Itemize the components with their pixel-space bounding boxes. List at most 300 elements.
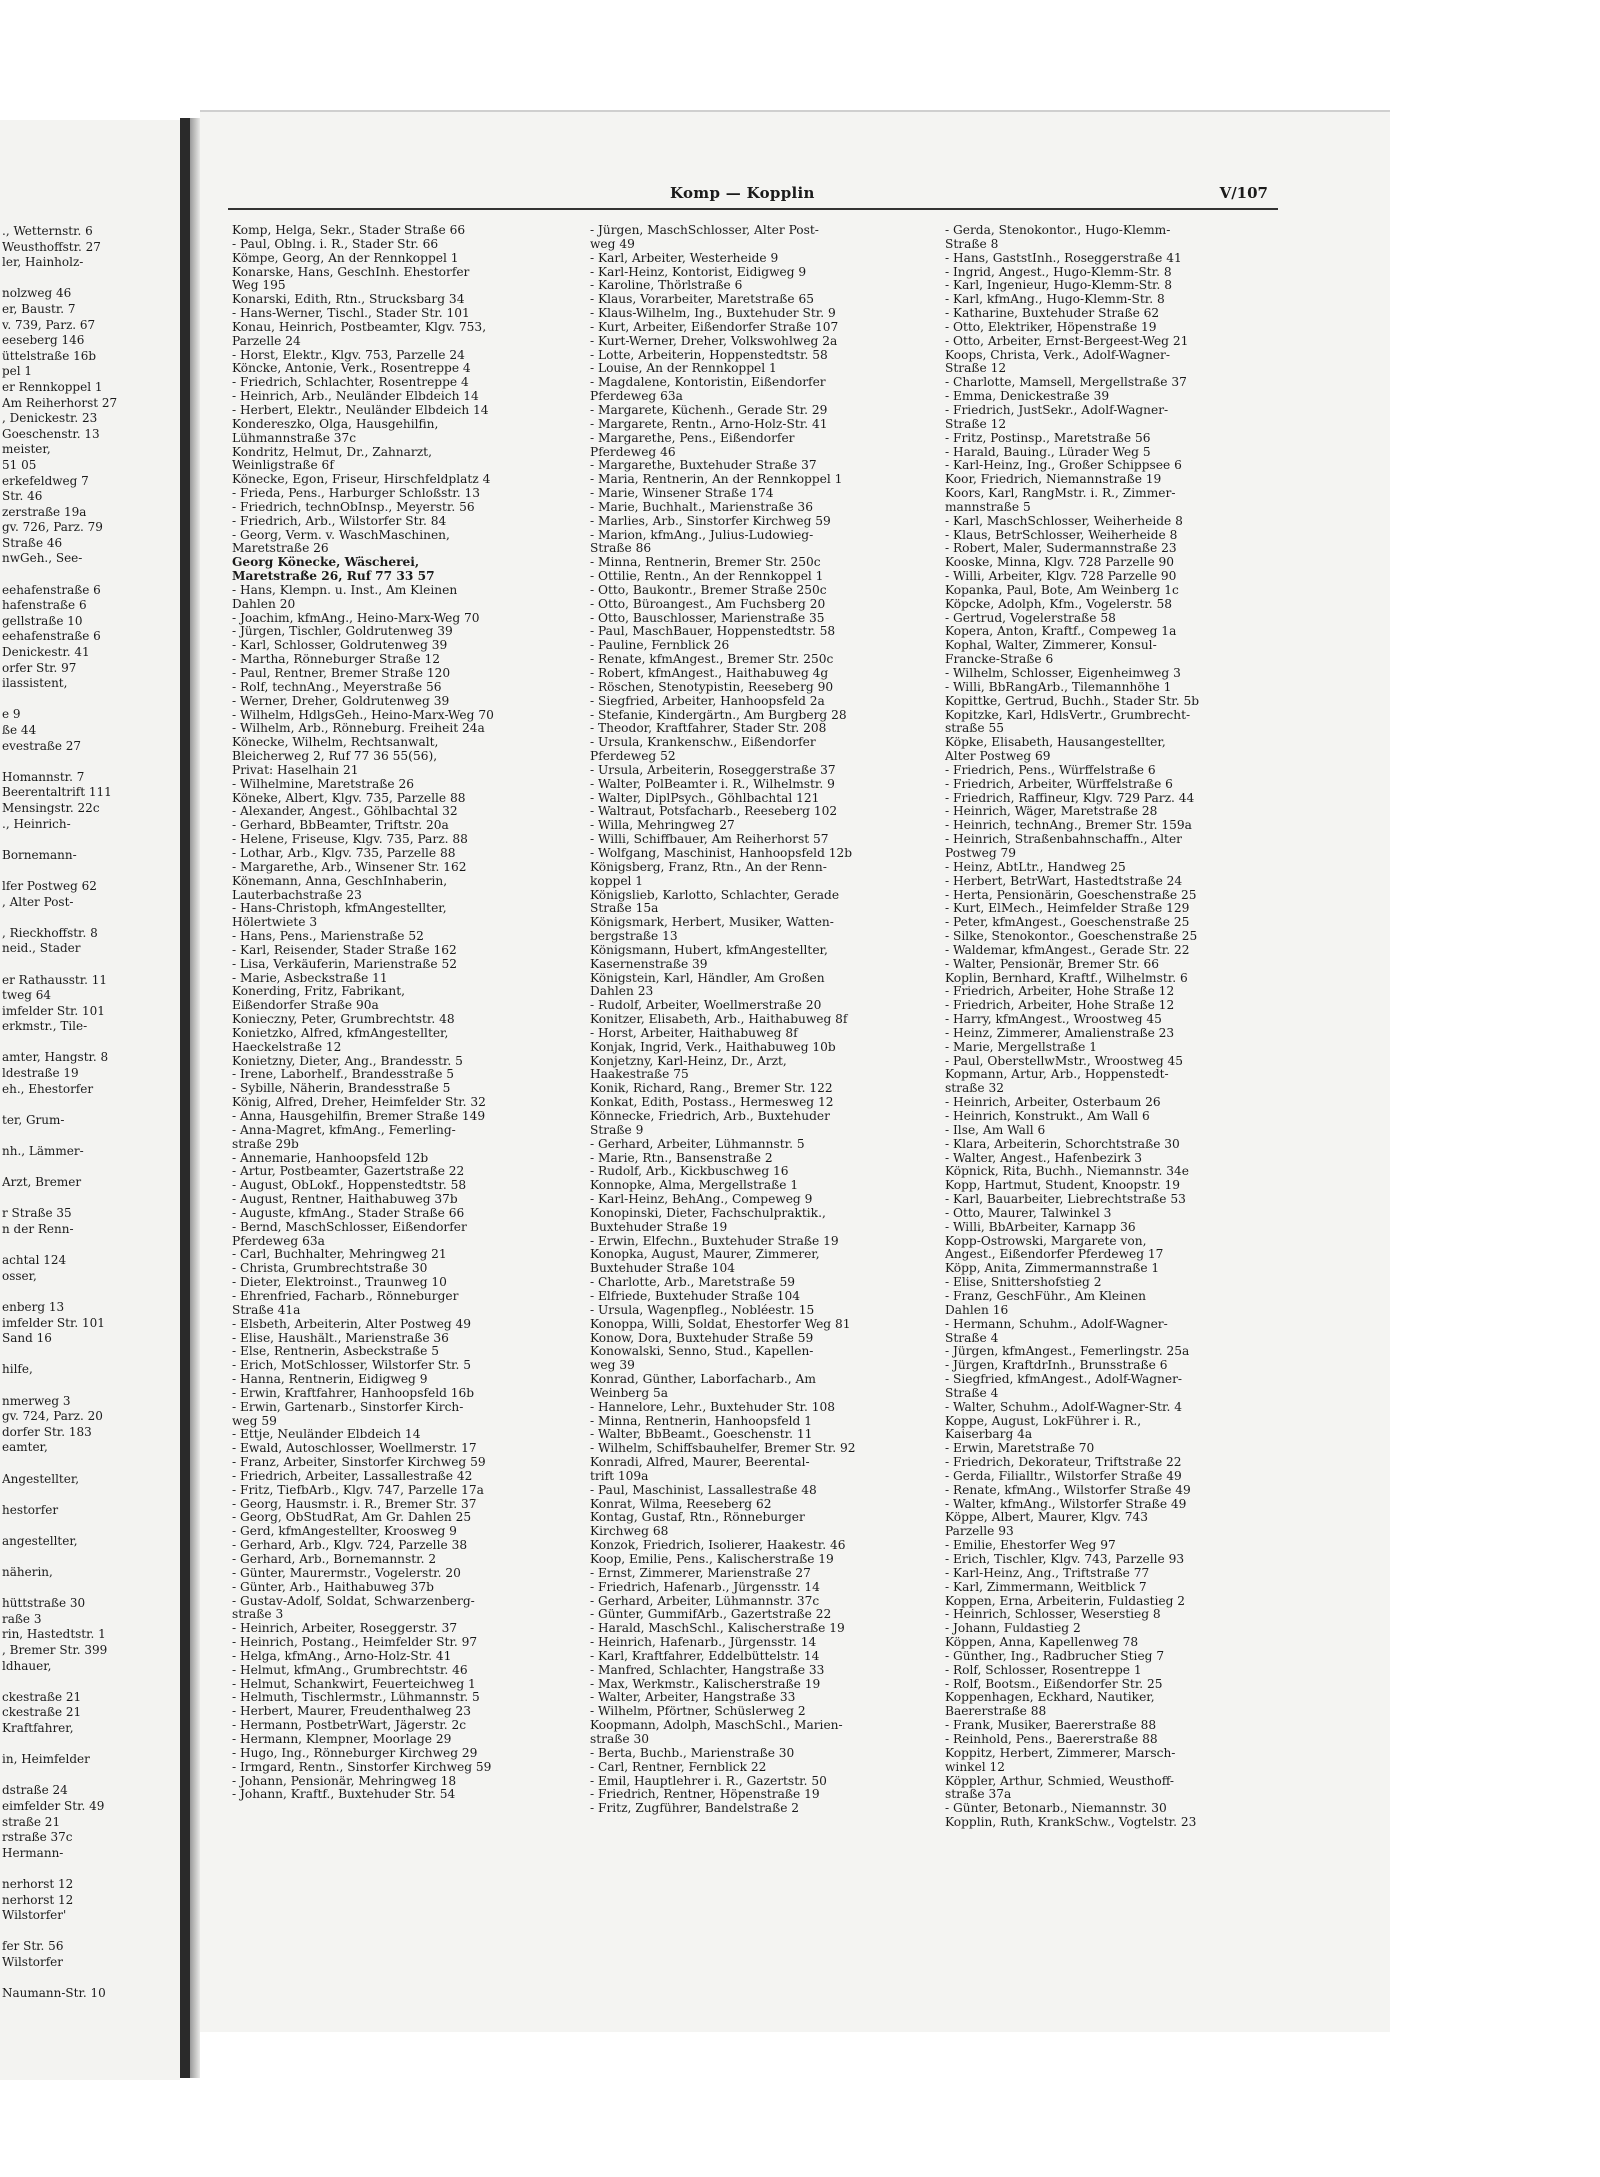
directory-entry: Konrad, Günther, Laborfacharb., Am — [590, 1373, 816, 1387]
directory-entry: - Herbert, Elektr., Neuländer Elbdeich 14 — [232, 403, 489, 417]
directory-entry: - Wilhelmine, Maretstraße 26 — [232, 777, 414, 791]
directory-entry: - Reinhold, Pens., Baererstraße 88 — [945, 1732, 1158, 1746]
left-page-line — [2, 1768, 180, 1784]
directory-entry: - Georg, Hausmstr. i. R., Bremer Str. 37 — [232, 1497, 477, 1511]
directory-entry: - Anna-Magret, kfmAng., Femerling- — [232, 1123, 456, 1137]
directory-entry: - Herbert, Maurer, Freudenthalweg 23 — [232, 1705, 471, 1719]
directory-entry: - Elfriede, Buxtehuder Straße 104 — [590, 1289, 801, 1303]
directory-entry: - Alexander, Angest., Göhlbachtal 32 — [232, 805, 458, 819]
directory-entry: - Heinrich, technAng., Bremer Str. 159a — [945, 819, 1192, 833]
directory-entry: - Erwin, Kraftfahrer, Hanhoopsfeld 16b — [232, 1386, 475, 1400]
left-page-line: , Bremer Str. 399 — [2, 1643, 108, 1658]
left-page-line: Straße 46 — [2, 535, 63, 550]
directory-entry: - Gerhard, Arbeiter, Lühmannstr. 37c — [590, 1594, 820, 1608]
left-page-line: nerhorst 12 — [2, 1876, 74, 1891]
left-page-line: dstraße 24 — [2, 1783, 68, 1798]
directory-entry: - Georg, Verm. v. WaschMaschinen, — [232, 528, 450, 542]
directory-entry: - Walter, kfmAng., Wilstorfer Straße 49 — [945, 1497, 1187, 1511]
directory-entry: weg 49 — [590, 237, 635, 251]
left-page-line: eh., Ehestorfer — [2, 1081, 94, 1096]
directory-entry: Straße 12 — [945, 417, 1007, 431]
directory-entry: - Ursula, Arbeiterin, Roseggerstraße 37 — [590, 763, 836, 777]
directory-entry: Straße 15a — [590, 902, 659, 916]
left-page-line — [2, 1191, 180, 1207]
directory-entry: - Martha, Rönneburger Straße 12 — [232, 653, 441, 667]
directory-entry: bergstraße 13 — [590, 930, 678, 944]
directory-entry: Dahlen 20 — [232, 597, 296, 611]
directory-entry: Parzelle 24 — [232, 334, 301, 348]
directory-entry: - Friedrich, Dekorateur, Triftstraße 22 — [945, 1456, 1182, 1470]
directory-entry: straße 55 — [945, 722, 1004, 736]
left-page-line: er Rathausstr. 11 — [2, 972, 108, 987]
directory-entry: - Kurt, Arbeiter, Eißendorfer Straße 107 — [590, 320, 839, 334]
left-page-line: hafenstraße 6 — [2, 598, 87, 613]
left-page-line: Weusthoffstr. 27 — [2, 239, 101, 254]
directory-entry: Straße 4 — [945, 1386, 999, 1400]
directory-entry: - Charlotte, Mamsell, Mergellstraße 37 — [945, 376, 1187, 390]
left-page-line — [2, 832, 180, 848]
directory-entry: - Fritz, Postinsp., Maretstraße 56 — [945, 431, 1151, 445]
directory-entry: straße 29b — [232, 1137, 299, 1151]
directory-entry: mannstraße 5 — [945, 500, 1031, 514]
directory-entry: Maretstraße 26, Ruf 77 33 57 — [232, 570, 435, 584]
directory-entry: - Walter, Schuhm., Adolf-Wagner-Str. 4 — [945, 1400, 1183, 1414]
directory-entry: - Friedrich, Arbeiter, Lassallestraße 42 — [232, 1469, 473, 1483]
directory-entry: Kasernenstraße 39 — [590, 957, 708, 971]
directory-entry: Pferdeweg 46 — [590, 445, 676, 459]
directory-entry: straße 37a — [945, 1788, 1012, 1802]
left-page-line: eehafenstraße 6 — [2, 582, 101, 597]
directory-entry: - Minna, Rentnerin, Hanhoopsfeld 1 — [590, 1414, 812, 1428]
directory-entry: - Hans, Pens., Marienstraße 52 — [232, 930, 424, 944]
directory-entry: - Horst, Elektr., Klgv. 753, Parzelle 24 — [232, 348, 465, 362]
directory-entry: Konnopke, Alma, Mergellstraße 1 — [590, 1179, 799, 1193]
directory-entry: - Friedrich, Arbeiter, Würffelstraße 6 — [945, 777, 1173, 791]
directory-entry: Dahlen 16 — [945, 1303, 1009, 1317]
directory-entry: Straße 9 — [590, 1123, 644, 1137]
directory-entry: weg 59 — [232, 1414, 277, 1428]
directory-entry: Koops, Christa, Verk., Adolf-Wagner- — [945, 348, 1170, 362]
directory-entry: - Margarethe, Buxtehuder Straße 37 — [590, 459, 817, 473]
directory-entry: - Röschen, Stenotypistin, Reeseberg 90 — [590, 680, 834, 694]
directory-entry: Kooske, Minna, Klgv. 728 Parzelle 90 — [945, 556, 1175, 570]
left-page-line — [2, 1284, 180, 1300]
left-page-line: eamter, — [2, 1440, 48, 1455]
left-page-line: nh., Lämmer- — [2, 1144, 84, 1159]
directory-entry: Pferdeweg 63a — [590, 390, 683, 404]
left-page-line — [2, 692, 180, 708]
directory-entry: - Helga, kfmAng., Arno-Holz-Str. 41 — [232, 1649, 452, 1663]
directory-entry: - Else, Rentnerin, Asbeckstraße 5 — [232, 1345, 440, 1359]
left-page-line: erkmstr., Tile- — [2, 1019, 88, 1034]
directory-entry: Konow, Dora, Buxtehuder Straße 59 — [590, 1331, 814, 1345]
left-page-line: , Alter Post- — [2, 894, 74, 909]
directory-entry: - Erwin, Maretstraße 70 — [945, 1442, 1095, 1456]
directory-entry: - Walter, Angest., Hafenbezirk 3 — [945, 1151, 1143, 1165]
left-page-line: ler, Hainholz- — [2, 255, 84, 270]
directory-entry: Maretstraße 26 — [232, 542, 329, 556]
directory-entry: - Karl-Heinz, Kontorist, Eidigweg 9 — [590, 265, 807, 279]
directory-entry: - Werner, Dreher, Goldrutenweg 39 — [232, 694, 450, 708]
directory-entry: Georg Könecke, Wäscherei, — [232, 556, 420, 570]
directory-entry: Straße 41a — [232, 1303, 301, 1317]
directory-entry: - Otto, Bauschlosser, Marienstraße 35 — [590, 611, 825, 625]
directory-column-3 — [945, 224, 1290, 1830]
directory-entry: - Harald, Bauing., Lürader Weg 5 — [945, 445, 1151, 459]
directory-column-1 — [232, 224, 577, 1802]
left-page-line — [2, 1035, 180, 1051]
directory-entry: Angest., Eißendorfer Pferdeweg 17 — [945, 1248, 1164, 1262]
directory-entry: Köpnick, Rita, Buchh., Niemannstr. 34e — [945, 1165, 1189, 1179]
directory-entry: - Wolfgang, Maschinist, Hanhoopsfeld 12b — [590, 846, 853, 860]
directory-entry: - Artur, Postbeamter, Gazertstraße 22 — [232, 1165, 465, 1179]
directory-entry: - Emilie, Ehestorfer Weg 97 — [945, 1539, 1116, 1553]
left-page-line: , Rieckhoffstr. 8 — [2, 925, 98, 940]
directory-entry: - Theodor, Kraftfahrer, Stader Str. 208 — [590, 722, 827, 736]
directory-entry: - Johann, Pensionär, Mehringweg 18 — [232, 1774, 457, 1788]
left-page-line — [2, 1674, 180, 1690]
directory-entry: - Otto, Maurer, Talwinkel 3 — [945, 1206, 1112, 1220]
left-page-line: ldhauer, — [2, 1658, 52, 1673]
directory-entry: Koop, Emilie, Pens., Kalischerstraße 19 — [590, 1553, 834, 1566]
directory-entry: - Siegfried, kfmAngest., Adolf-Wagner- — [945, 1373, 1183, 1387]
left-page-line: v. 739, Parz. 67 — [2, 317, 96, 332]
left-page-line: gellstraße 10 — [2, 613, 83, 628]
directory-entry: Koppenhagen, Eckhard, Nautiker, — [945, 1691, 1155, 1705]
directory-entry: - Friedrich, Rentner, Höpenstraße 19 — [590, 1788, 820, 1802]
directory-entry: - Helmut, kfmAng., Grumbrechtstr. 46 — [232, 1663, 468, 1677]
left-page-line: gv. 726, Parz. 79 — [2, 520, 103, 535]
directory-entry: - Ewald, Autoschlosser, Woellmerstr. 17 — [232, 1442, 477, 1456]
directory-entry: - Ehrenfried, Facharb., Rönneburger — [232, 1289, 459, 1303]
directory-entry: - Hans, GaststInh., Roseggerstraße 41 — [945, 251, 1182, 265]
directory-entry: Könecke, Wilhelm, Rechtsanwalt, — [232, 736, 439, 750]
left-page-line: , Denickestr. 23 — [2, 411, 98, 426]
directory-entry: Straße 8 — [945, 237, 999, 251]
left-page-line: üttelstraße 16b — [2, 348, 97, 363]
directory-entry: Kophal, Walter, Zimmerer, Konsul- — [945, 639, 1157, 653]
directory-entry: - Elsbeth, Arbeiterin, Alter Postweg 49 — [232, 1317, 472, 1331]
directory-entry: - Renate, kfmAng., Wilstorfer Straße 49 — [945, 1483, 1191, 1497]
directory-entry: - Irmgard, Rentn., Sinstorfer Kirchweg 59 — [232, 1760, 492, 1774]
directory-entry: Konietzko, Alfred, kfmAngestellter, — [232, 1026, 449, 1040]
directory-entry: - Ursula, Wagenpfleg., Nobléestr. 15 — [590, 1303, 815, 1317]
directory-entry: - Friedrich, Arbeiter, Hohe Straße 12 — [945, 999, 1175, 1013]
directory-entry: straße 32 — [945, 1082, 1004, 1096]
left-page — [0, 120, 180, 2080]
directory-entry: straße 30 — [590, 1732, 649, 1746]
directory-entry: - Klaus, BetrSchlosser, Weiherheide 8 — [945, 528, 1178, 542]
directory-entry: - Lothar, Arb., Klgv. 735, Parzelle 88 — [232, 846, 456, 860]
directory-entry: Konopka, August, Maurer, Zimmerer, — [590, 1248, 820, 1262]
directory-entry: - Friedrich, Arbeiter, Hohe Straße 12 — [945, 985, 1175, 999]
directory-entry: Koplin, Bernhard, Kraftf., Wilhelmstr. 6 — [945, 971, 1188, 985]
left-page-line: Str. 46 — [2, 489, 43, 504]
directory-entry: Konradi, Alfred, Maurer, Beerental- — [590, 1456, 810, 1470]
directory-entry: - Hermann, PostbetrWart, Jägerstr. 2c — [232, 1719, 467, 1733]
directory-entry: - Waldemar, kfmAngest., Gerade Str. 22 — [945, 943, 1190, 957]
left-page-line: evestraße 27 — [2, 738, 82, 753]
directory-entry: Kontag, Gustaf, Rtn., Rönneburger — [590, 1511, 805, 1525]
left-page-line: r Straße 35 — [2, 1206, 72, 1221]
directory-entry: - Paul, Rentner, Bremer Straße 120 — [232, 667, 451, 680]
left-page-line: e 9 — [2, 707, 21, 722]
left-page-line: angestellter, — [2, 1533, 78, 1548]
directory-entry: - Marlies, Arb., Sinstorfer Kirchweg 59 — [590, 514, 831, 528]
directory-entry: - Kurt, ElMech., Heimfelder Straße 129 — [945, 902, 1190, 916]
directory-entry: Kaiserbarg 4a — [945, 1428, 1033, 1442]
directory-entry: - Walter, Pensionär, Bremer Str. 66 — [945, 957, 1159, 971]
directory-entry: - Irene, Laborhelf., Brandesstraße 5 — [232, 1068, 455, 1082]
directory-entry: - Berta, Buchb., Marienstraße 30 — [590, 1746, 795, 1760]
left-page-line: enberg 13 — [2, 1299, 65, 1314]
left-page-line: 51 05 — [2, 457, 37, 472]
directory-entry: - Gerhard, BbBeamter, Triftstr. 20a — [232, 819, 449, 833]
left-page-line: n der Renn- — [2, 1222, 74, 1236]
directory-entry: - Hugo, Ing., Rönneburger Kirchweg 29 — [232, 1746, 478, 1760]
directory-entry: - Walter, DiplPsych., Göhlbachtal 121 — [590, 791, 820, 805]
left-page-line: straße 21 — [2, 1814, 61, 1829]
directory-entry: - Heinrich, Arbeiter, Osterbaum 26 — [945, 1096, 1161, 1110]
directory-entry: - Karl-Heinz, Ang., Triftstraße 77 — [945, 1566, 1150, 1580]
directory-entry: - Paul, Oblng. i. R., Stader Str. 66 — [232, 237, 439, 251]
left-page-line: Homannstr. 7 — [2, 769, 85, 784]
directory-entry: - Hermann, Klempner, Moorlage 29 — [232, 1732, 452, 1746]
directory-entry: Konerding, Fritz, Fabrikant, — [232, 985, 406, 999]
directory-entry: - Friedrich, JustSekr., Adolf-Wagner- — [945, 403, 1169, 417]
directory-entry: - Gerda, Filialltr., Wilstorfer Straße 49 — [945, 1469, 1182, 1483]
directory-entry: - Minna, Rentnerin, Bremer Str. 250c — [590, 556, 821, 570]
directory-entry: - Johann, Fuldastieg 2 — [945, 1622, 1081, 1636]
left-page-line: Denickestr. 41 — [2, 645, 90, 660]
directory-entry: - Ursula, Krankenschw., Eißendorfer — [590, 736, 816, 750]
directory-entry: - Walter, BbBeamt., Goeschenstr. 11 — [590, 1428, 813, 1442]
directory-entry: - Willi, Arbeiter, Klgv. 728 Parzelle 90 — [945, 570, 1177, 584]
directory-entry: - Friedrich, Raffineur, Klgv. 729 Parz. 44 — [945, 791, 1195, 805]
directory-entry: - Karl, Ingenieur, Hugo-Klemm-Str. 8 — [945, 279, 1172, 293]
directory-entry: Konarske, Hans, GeschInh. Ehestorfer — [232, 265, 470, 279]
directory-entry: Kömpe, Georg, An der Rennkoppel 1 — [232, 251, 459, 265]
directory-entry: - Gertrud, Vogelerstraße 58 — [945, 611, 1116, 625]
left-page-line: Goeschenstr. 13 — [2, 426, 100, 441]
left-page-column — [2, 224, 180, 2002]
directory-entry: - Heinz, AbtLtr., Handweg 25 — [945, 860, 1126, 874]
directory-entry: - Karl, Bauarbeiter, Liebrechtstraße 53 — [945, 1193, 1186, 1207]
directory-entry: - Harry, kfmAngest., Wroostweg 45 — [945, 1013, 1162, 1027]
right-page — [200, 110, 1390, 2032]
directory-entry: Kondritz, Helmut, Dr., Zahnarzt, — [232, 445, 432, 459]
directory-entry: - Walter, PolBeamter i. R., Wilhelmstr. 9 — [590, 777, 835, 791]
left-page-line: näherin, — [2, 1565, 53, 1580]
directory-entry: Konjak, Ingrid, Verk., Haithabuweg 10b — [590, 1040, 836, 1054]
directory-entry: - Günter, Betonarb., Niemannstr. 30 — [945, 1802, 1167, 1816]
directory-entry: Kopmann, Artur, Arb., Hoppenstedt- — [945, 1068, 1169, 1082]
directory-entry: Koppen, Erna, Arbeiterin, Fuldastieg 2 — [945, 1594, 1186, 1608]
left-page-line: ldestraße 19 — [2, 1066, 79, 1081]
directory-entry: - Marie, Winsener Straße 174 — [590, 487, 774, 501]
directory-entry: - Auguste, kfmAng., Stader Straße 66 — [232, 1206, 465, 1220]
directory-entry: - Stefanie, Kindergärtn., Am Burgberg 28 — [590, 708, 847, 722]
directory-entry: - Margarete, Rentn., Arno-Holz-Str. 41 — [590, 417, 828, 431]
directory-entry: - Gustav-Adolf, Soldat, Schwarzenberg- — [232, 1594, 475, 1608]
directory-entry: Köppe, Albert, Maurer, Klgv. 743 — [945, 1511, 1148, 1525]
directory-entry: - Friedrich, Arb., Wilstorfer Str. 84 — [232, 514, 447, 528]
directory-entry: - Rolf, Schlosser, Rosentreppe 1 — [945, 1663, 1142, 1677]
left-page-line: erkefeldweg 7 — [2, 473, 89, 488]
directory-entry: - Erich, MotSchlosser, Wilstorfer Str. 5 — [232, 1359, 472, 1373]
directory-entry: - Dieter, Elektroinst., Traunweg 10 — [232, 1276, 447, 1290]
directory-entry: Straße 12 — [945, 362, 1007, 376]
directory-entry: - Anna, Hausgehilfin, Bremer Straße 149 — [232, 1110, 486, 1123]
directory-entry: - Marie, Rtn., Bansenstraße 2 — [590, 1151, 773, 1165]
directory-entry: - Manfred, Schlachter, Hangstraße 33 — [590, 1663, 825, 1677]
left-page-line: Kraftfahrer, — [2, 1721, 74, 1735]
left-page-line — [2, 1456, 180, 1472]
gutter-shadow — [190, 118, 200, 2078]
left-page-line — [2, 1924, 180, 1940]
directory-entry: Köpcke, Adolph, Kfm., Vogelerstr. 58 — [945, 597, 1172, 611]
directory-entry: Koors, Karl, RangMstr. i. R., Zimmer- — [945, 487, 1176, 501]
directory-entry: - Heinrich, Wäger, Maretstraße 28 — [945, 805, 1158, 819]
left-page-line: nerhorst 12 — [2, 1892, 74, 1907]
directory-entry: - Ottilie, Rentn., An der Rennkoppel 1 — [590, 570, 824, 584]
directory-entry: - Gerhard, Arbeiter, Lühmannstr. 5 — [590, 1137, 805, 1151]
directory-entry: - Karl, Reisender, Stader Straße 162 — [232, 943, 457, 957]
directory-entry: Köpp, Anita, Zimmermannstraße 1 — [945, 1262, 1160, 1276]
left-page-line: gv. 724, Parz. 20 — [2, 1409, 103, 1424]
directory-entry: - Gerhard, Arb., Bornemannstr. 2 — [232, 1553, 437, 1566]
directory-entry: - Carl, Buchhalter, Mehringweg 21 — [232, 1248, 447, 1262]
left-page-line — [2, 863, 180, 879]
directory-entry: Lühmannstraße 37c — [232, 431, 357, 445]
directory-entry: - Karl, MaschSchlosser, Weiherheide 8 — [945, 514, 1183, 528]
directory-entry: - Willa, Mehringweg 27 — [590, 819, 735, 833]
directory-entry: - Heinz, Zimmerer, Amalienstraße 23 — [945, 1026, 1175, 1040]
directory-entry: - Klaus, Vorarbeiter, Maretstraße 65 — [590, 293, 814, 307]
directory-entry: - Helene, Friseuse, Klgv. 735, Parz. 88 — [232, 833, 468, 847]
left-page-line: Bornemann- — [2, 847, 77, 862]
directory-entry: Köppen, Anna, Kapellenweg 78 — [945, 1636, 1139, 1650]
directory-entry: - Heinrich, Arb., Neuländer Elbdeich 14 — [232, 390, 479, 404]
directory-entry: Dahlen 23 — [590, 985, 654, 999]
left-page-line: achtal 124 — [2, 1253, 67, 1268]
directory-entry: - Herbert, BetrWart, Hastedtstraße 24 — [945, 874, 1183, 888]
directory-entry: - Siegfried, Arbeiter, Hanhoopsfeld 2a — [590, 694, 825, 708]
left-page-line: dorfer Str. 183 — [2, 1424, 92, 1439]
directory-entry: - Hans, Klempn. u. Inst., Am Kleinen — [232, 583, 458, 597]
left-page-line: pel 1 — [2, 364, 33, 379]
left-page-line: Beerentaltrift 111 — [2, 785, 112, 800]
directory-entry: - Heinrich, Konstrukt., Am Wall 6 — [945, 1110, 1150, 1123]
left-page-line: Am Reiherhorst 27 — [2, 395, 118, 410]
directory-entry: - Louise, An der Rennkoppel 1 — [590, 362, 777, 376]
left-page-line — [2, 910, 180, 926]
directory-entry: Bleicherweg 2, Ruf 77 36 55(56), — [232, 750, 438, 764]
left-page-line: Mensingstr. 22c — [2, 800, 100, 815]
directory-entry: - Pauline, Fernblick 26 — [590, 639, 730, 653]
directory-entry: Königsberg, Franz, Rtn., An der Renn- — [590, 860, 827, 874]
directory-entry: Konjetzny, Karl-Heinz, Dr., Arzt, — [590, 1054, 787, 1068]
directory-entry: Könecke, Egon, Friseur, Hirschfeldplatz 4 — [232, 473, 491, 487]
directory-entry: - Günter, Arb., Haithabuweg 37b — [232, 1580, 434, 1594]
directory-entry: Könemann, Anna, GeschInhaberin, — [232, 874, 448, 888]
directory-entry: - Paul, MaschBauer, Hoppenstedtstr. 58 — [590, 625, 836, 639]
directory-entry: - Erwin, Elfechn., Buxtehuder Straße 19 — [590, 1234, 839, 1248]
directory-entry: winkel 12 — [945, 1760, 1006, 1774]
left-page-line: Hermann- — [2, 1845, 64, 1860]
directory-entry: - Robert, kfmAngest., Haithabuweg 4g — [590, 667, 829, 680]
directory-entry: - Heinrich, Postang., Heimfelder Str. 97 — [232, 1636, 478, 1650]
directory-entry: König, Alfred, Dreher, Heimfelder Str. 32 — [232, 1096, 486, 1110]
running-head: Komp — Kopplin — [670, 184, 815, 202]
directory-entry: - Rudolf, Arbeiter, Woellmerstraße 20 — [590, 999, 822, 1013]
directory-entry: Koppe, August, LokFührer i. R., — [945, 1414, 1142, 1428]
left-page-line: eehafenstraße 6 — [2, 629, 101, 644]
directory-entry: - August, ObLokf., Hoppenstedtstr. 58 — [232, 1179, 467, 1193]
directory-entry: - Katharine, Buxtehuder Straße 62 — [945, 307, 1160, 321]
left-page-line: neid., Stader — [2, 941, 81, 956]
left-page-line: rstraße 37c — [2, 1830, 73, 1845]
left-page-line: ße 44 — [2, 723, 37, 737]
directory-entry: - Hans-Werner, Tischl., Stader Str. 101 — [232, 307, 470, 321]
directory-entry: Lauterbachstraße 23 — [232, 888, 362, 902]
directory-entry: Köncke, Antonie, Verk., Rosentreppe 4 — [232, 362, 471, 376]
left-page-line: Wilstorfer — [2, 1954, 64, 1969]
directory-entry: Kopera, Anton, Kraftf., Compeweg 1a — [945, 625, 1177, 639]
directory-entry: - Maria, Rentnerin, An der Rennkoppel 1 — [590, 473, 843, 487]
directory-entry: - Jürgen, Tischler, Goldrutenweg 39 — [232, 625, 453, 639]
directory-column-2 — [590, 224, 935, 1816]
directory-entry: Konopinski, Dieter, Fachschulpraktik., — [590, 1206, 826, 1220]
directory-entry: Koppitz, Herbert, Zimmerer, Marsch- — [945, 1746, 1176, 1760]
directory-entry: koppel 1 — [590, 874, 644, 888]
directory-entry: - August, Rentner, Haithabuweg 37b — [232, 1193, 458, 1207]
directory-entry: - Heinrich, Schlosser, Weserstieg 8 — [945, 1608, 1161, 1622]
left-page-line — [2, 1128, 180, 1144]
directory-entry: - Walter, Arbeiter, Hangstraße 33 — [590, 1691, 796, 1705]
left-page-line: ., Wetternstr. 6 — [2, 224, 93, 238]
left-page-line: hilfe, — [2, 1362, 33, 1377]
left-page-line — [2, 957, 180, 973]
left-page-line — [2, 1861, 180, 1877]
left-page-line — [2, 1347, 180, 1363]
directory-entry: Kopplin, Ruth, KrankSchw., Vogtelstr. 23 — [945, 1816, 1197, 1830]
left-page-line: hestorfer — [2, 1502, 59, 1517]
directory-entry: - Willi, Schiffbauer, Am Reiherhorst 57 — [590, 833, 829, 847]
directory-entry: - Margarethe, Arb., Winsener Str. 162 — [232, 860, 467, 874]
left-page-line: er Rennkoppel 1 — [2, 379, 103, 394]
directory-entry: - Willi, BbArbeiter, Karnapp 36 — [945, 1220, 1136, 1234]
directory-entry: Konik, Richard, Rang., Bremer Str. 122 — [590, 1082, 833, 1096]
left-page-line — [2, 1378, 180, 1394]
directory-entry: Privat: Haselhain 21 — [232, 763, 359, 777]
directory-entry: Straße 4 — [945, 1331, 999, 1345]
directory-entry: - Annemarie, Hanhoopsfeld 12b — [232, 1151, 429, 1165]
directory-entry: - Sybille, Näherin, Brandesstraße 5 — [232, 1082, 451, 1096]
left-page-line: ilassistent, — [2, 676, 68, 691]
directory-entry: Konau, Heinrich, Postbeamter, Klgv. 753, — [232, 320, 487, 334]
directory-entry: - Rudolf, Arb., Kickbuschweg 16 — [590, 1165, 789, 1179]
directory-entry: Postweg 79 — [945, 846, 1017, 860]
directory-entry: - Wilhelm, Schlosser, Eigenheimweg 3 — [945, 667, 1181, 680]
directory-entry: - Paul, Maschinist, Lassallestraße 48 — [590, 1483, 817, 1497]
directory-entry: - Marie, Mergellstraße 1 — [945, 1040, 1097, 1054]
left-page-line — [2, 1971, 180, 1987]
directory-entry: - Klara, Arbeiterin, Schorchtstraße 30 — [945, 1137, 1180, 1151]
directory-entry: - Karl, Arbeiter, Westerheide 9 — [590, 251, 779, 265]
directory-entry: - Helmut, Schankwirt, Feuerteichweg 1 — [232, 1677, 476, 1691]
left-page-line: raße 3 — [2, 1611, 42, 1626]
